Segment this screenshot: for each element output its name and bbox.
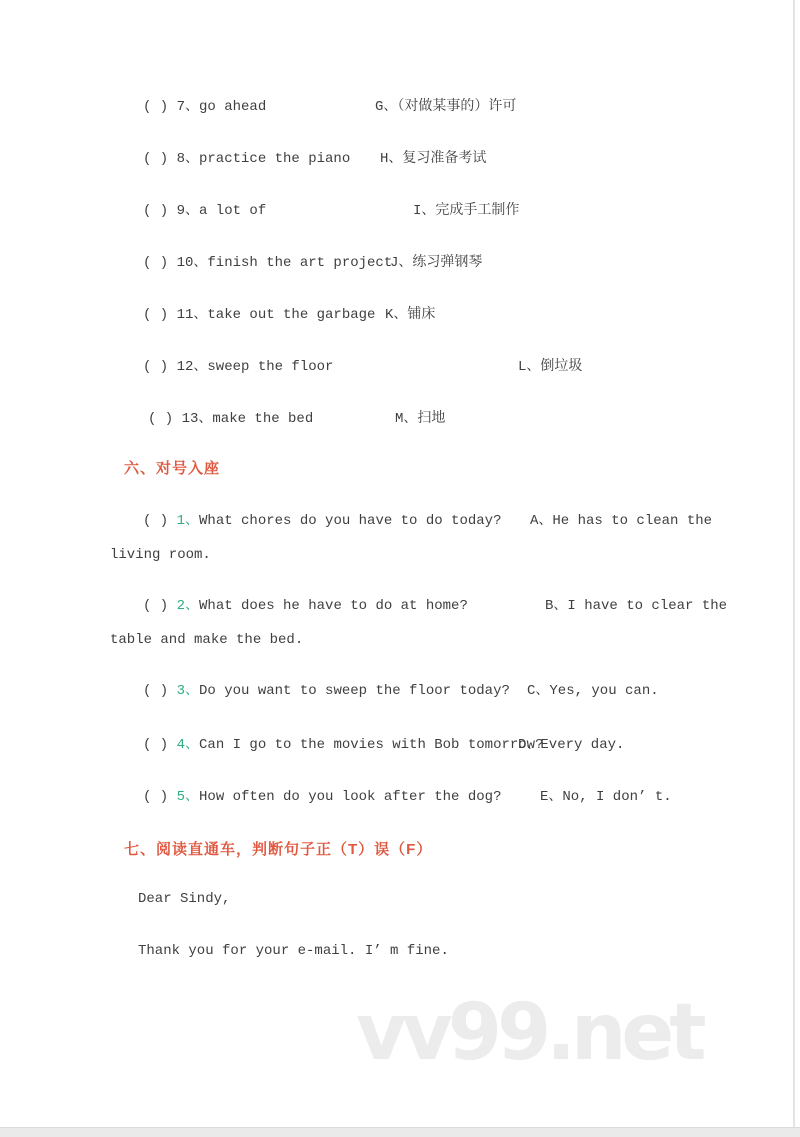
match-item-11-english: ( ) 11、take out the garbage [143,307,376,323]
match-item-8-english: ( ) 8、practice the piano [143,151,351,167]
match-item-13-chinese: M、扫地 [395,411,446,427]
qa-item-4 [143,736,543,754]
match-item-13-english: ( ) 13、make the bed [148,411,314,427]
qa-3-number: 3、 [176,683,200,699]
match-item-8-chinese: H、复习准备考试 [380,151,487,167]
qa-2-answer-wrap: table and make the bed. [110,632,304,648]
qa-item-1 [143,512,501,530]
qa-2-question: What does he have to do at home? [199,598,468,614]
qa-5-answer: E、No, I don’ t. [540,789,672,805]
qa-4-question: Can I go to the movies with Bob tomorrow? [199,737,544,753]
qa-4-paren: ( ) [143,737,177,753]
qa-item-3 [143,682,510,700]
qa-3-question: Do you want to sweep the floor today? [199,683,510,699]
match-item-9-chinese: I、完成手工制作 [413,203,520,219]
match-item-9-english: ( ) 9、a lot of [143,203,267,219]
page-bottom-strip [0,1127,800,1137]
qa-1-number: 1、 [176,513,200,529]
qa-5-number: 5、 [176,789,200,805]
qa-5-question: How often do you look after the dog? [199,789,502,805]
qa-item-5 [143,788,501,806]
match-item-10-chinese: J、练习弹钢琴 [390,255,483,271]
match-item-7-english: ( ) 7、go ahead [143,99,267,115]
match-item-12-chinese: L、倒垃圾 [518,359,583,375]
qa-3-answer: C、Yes, you can. [527,683,659,699]
qa-1-paren: ( ) [143,513,177,529]
qa-item-2 [143,597,468,615]
page-right-edge [793,0,795,1137]
qa-2-answer: B、I have to clear the [545,598,728,614]
match-item-10-english: ( ) 10、finish the art project [143,255,393,271]
section-7-title: 七、阅读直通车，判断句子正（T）误（F） [124,841,433,858]
qa-4-answer: D、Every day. [518,737,625,753]
letter-body-line: Thank you for your e-mail. I’ m fine. [138,943,449,959]
match-item-7-chinese: G、（对做某事的）许可 [375,99,517,115]
qa-1-question: What chores do you have to do today? [199,513,502,529]
qa-4-number: 4、 [176,737,200,753]
site-watermark: vv99.net [356,988,702,1078]
qa-5-paren: ( ) [143,789,177,805]
letter-greeting-line: Dear Sindy, [138,891,231,907]
match-item-11-chinese: K、铺床 [385,307,436,323]
qa-1-answer-wrap: living room. [110,547,211,563]
qa-1-answer: A、He has to clean the [530,513,713,529]
section-6-title: 六、对号入座 [124,460,221,477]
qa-2-paren: ( ) [143,598,177,614]
qa-2-number: 2、 [176,598,200,614]
qa-3-paren: ( ) [143,683,177,699]
match-item-12-english: ( ) 12、sweep the floor [143,359,334,375]
